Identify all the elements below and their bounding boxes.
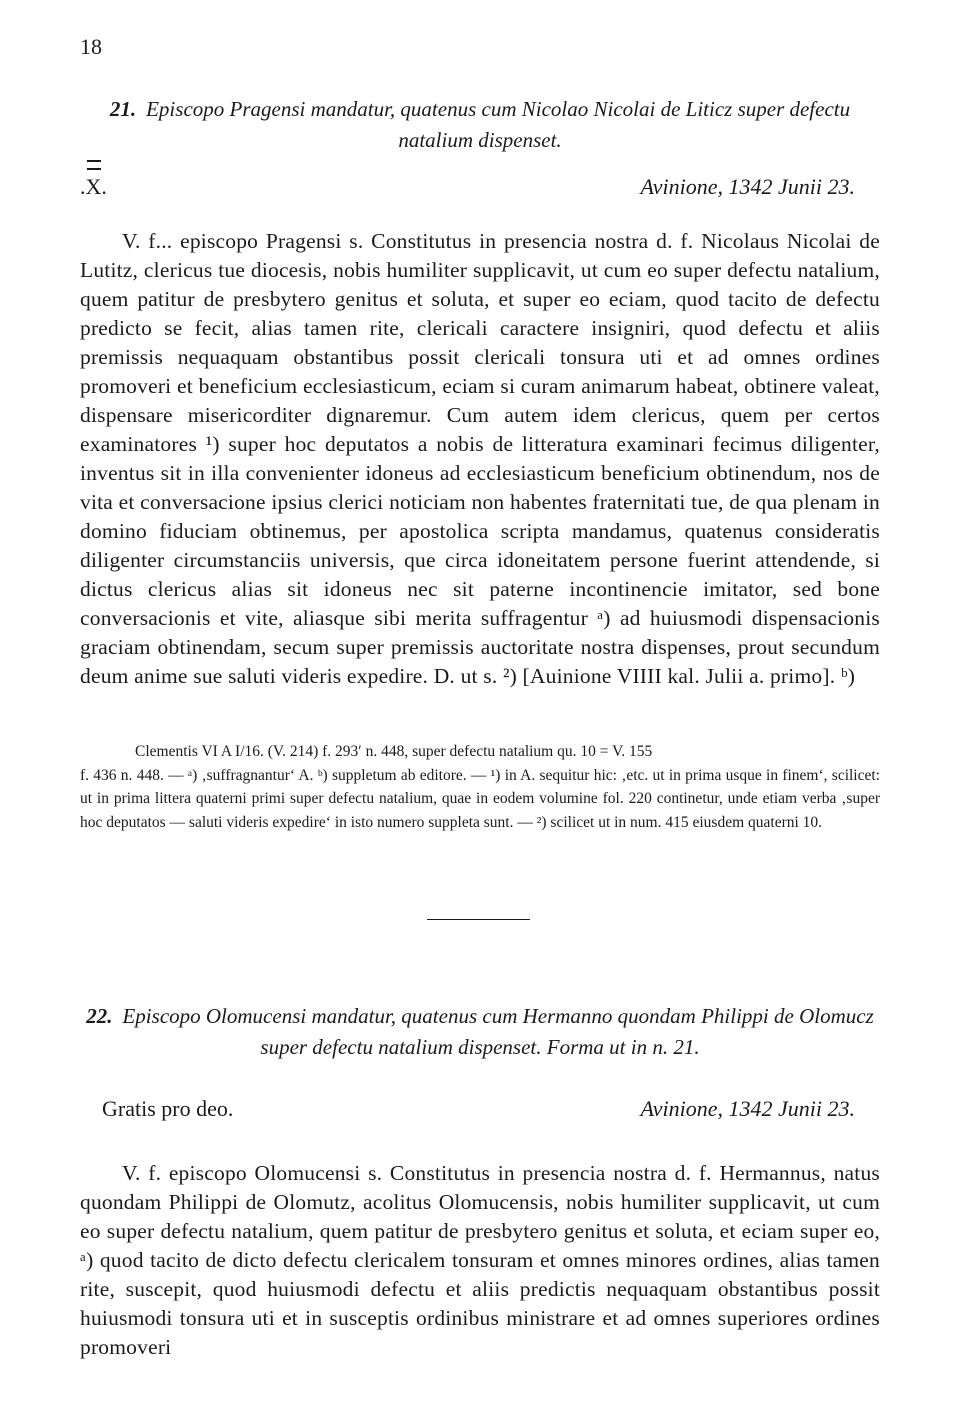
entry-22-meta xyxy=(80,1096,855,1128)
entry-22-note: Gratis pro deo. xyxy=(102,1096,234,1121)
page-number: 18 xyxy=(80,34,102,59)
register-mark-text: .X. xyxy=(80,174,107,199)
entry-22-place-date: Avinione, 1342 Junii 23. xyxy=(640,1096,855,1121)
entry-21-number: 21. xyxy=(109,97,137,121)
entry-21-title xyxy=(80,94,880,156)
entry-22-title xyxy=(80,1001,880,1063)
register-mark xyxy=(80,174,107,200)
entry-21-meta xyxy=(80,174,855,206)
entry-21-source-line: Clementis VI A I/16. (V. 214) f. 293′ n. 448, super defectu natalium qu. 10 = V. 155 xyxy=(135,743,653,760)
register-mark-bars xyxy=(87,160,101,170)
entry-21-title-text: Episcopo Pragensi mandatur, quatenus cum Nicolao Nicolai de Liticz super defectu natalium dispenset. xyxy=(146,97,851,152)
entry-22-number: 22. xyxy=(86,1004,113,1028)
entry-21-footnote-text: f. 436 n. 448. — ᵃ) ‚suffragnantur‘ A. ᵇ) suppletum ab editore. — ¹) in A. sequitur hic: ‚etc. ut in prima usque in finem‘, scilicet: ut in prima littera quaterni primi super defectu natalium, quae in eodem volumine fol. 220 continetur, unde etiam verba ‚super hoc deputatos — saluti videris expedire‘ in isto numero suppleta sunt. — ²) scilicet ut in num. 415 eiusdem quaterni 10. xyxy=(80,766,880,831)
entry-21-footnotes xyxy=(80,740,880,834)
entry-21-place-date: Avinione, 1342 Junii 23. xyxy=(640,174,855,199)
entry-22-body: V. f. episcopo Olomucensi s. Constitutus in presencia nostra d. f. Hermannus, natus quondam Philippi de Olomutz, acolitus Olomucensis, nobis humiliter supplicavit, ut cum eo super defectu natalium, quem patitur de presbytero genitus et soluta, et eciam super eo, ᵃ) quod tacito de dicto defectu clericalem tonsuram et omnes minores ordines, alias tamen rite, suscepit, quod huiusmodi defectu et aliis predictis nequaquam obstantibus possit huiusmodi tonsura uti et in susceptis ordinibus ministrare et ad omnes superiores ordines promoveri xyxy=(80,1161,880,1359)
section-separator xyxy=(427,919,530,920)
entry-21-body: V. f... episcopo Pragensi s. Constitutus in presencia nostra d. f. Nicolaus Nicolai de Lutitz, clericus tue diocesis, nobis humiliter supplicavit, ut cum eo super defectu natalium, quem patitur de presbytero genitus et soluta, et super eo eciam, quod tacito de defectu predicto se fecit, alias tamen rite, clericali caractere insigniri, quod defectu et aliis premissis nequaquam obstantibus possit clericali tonsura uti et ad omnes ordines promoveri et beneficium ecclesiasticum, eciam si curam animarum habeat, obtinere valeat, dispensare misericorditer dignaremur. Cum autem idem clericus, quem per certos examinatores ¹) super hoc deputatos a nobis de litteratura examinari fecimus diligenter, inventus sit in illa convenienter idoneus ad ecclesiasticum beneficium obtinendum, nos de vita et conversacione ipsius clerici noticiam non habentes fraternitati tue, de qua plenam in domino fiduciam obtinemus, per apostolica scripta mandamus, quatenus consideratis diligenter circumstanciis universis, que circa idoneitatem persone fuerint attendende, si dictus clericus alias sit idoneus nec sit paterne incontinencie imitator, sed bone conversacionis et vite, aliasque sibi merita suffragentur ᵃ) ad huiusmodi dispensacionis graciam obtinendam, secum super premissis auctoritate nostra dispenses, prout secundum deum anime sue saluti videris expedire. D. ut s. ²) [Auinione VIIII kal. Julii a. primo]. ᵇ) xyxy=(80,229,880,688)
entry-22-title-text: Episcopo Olomucensi mandatur, quatenus cum Hermanno quondam Philippi de Olomucz super defectu natalium dispenset. Forma ut in n. 21. xyxy=(122,1004,874,1059)
